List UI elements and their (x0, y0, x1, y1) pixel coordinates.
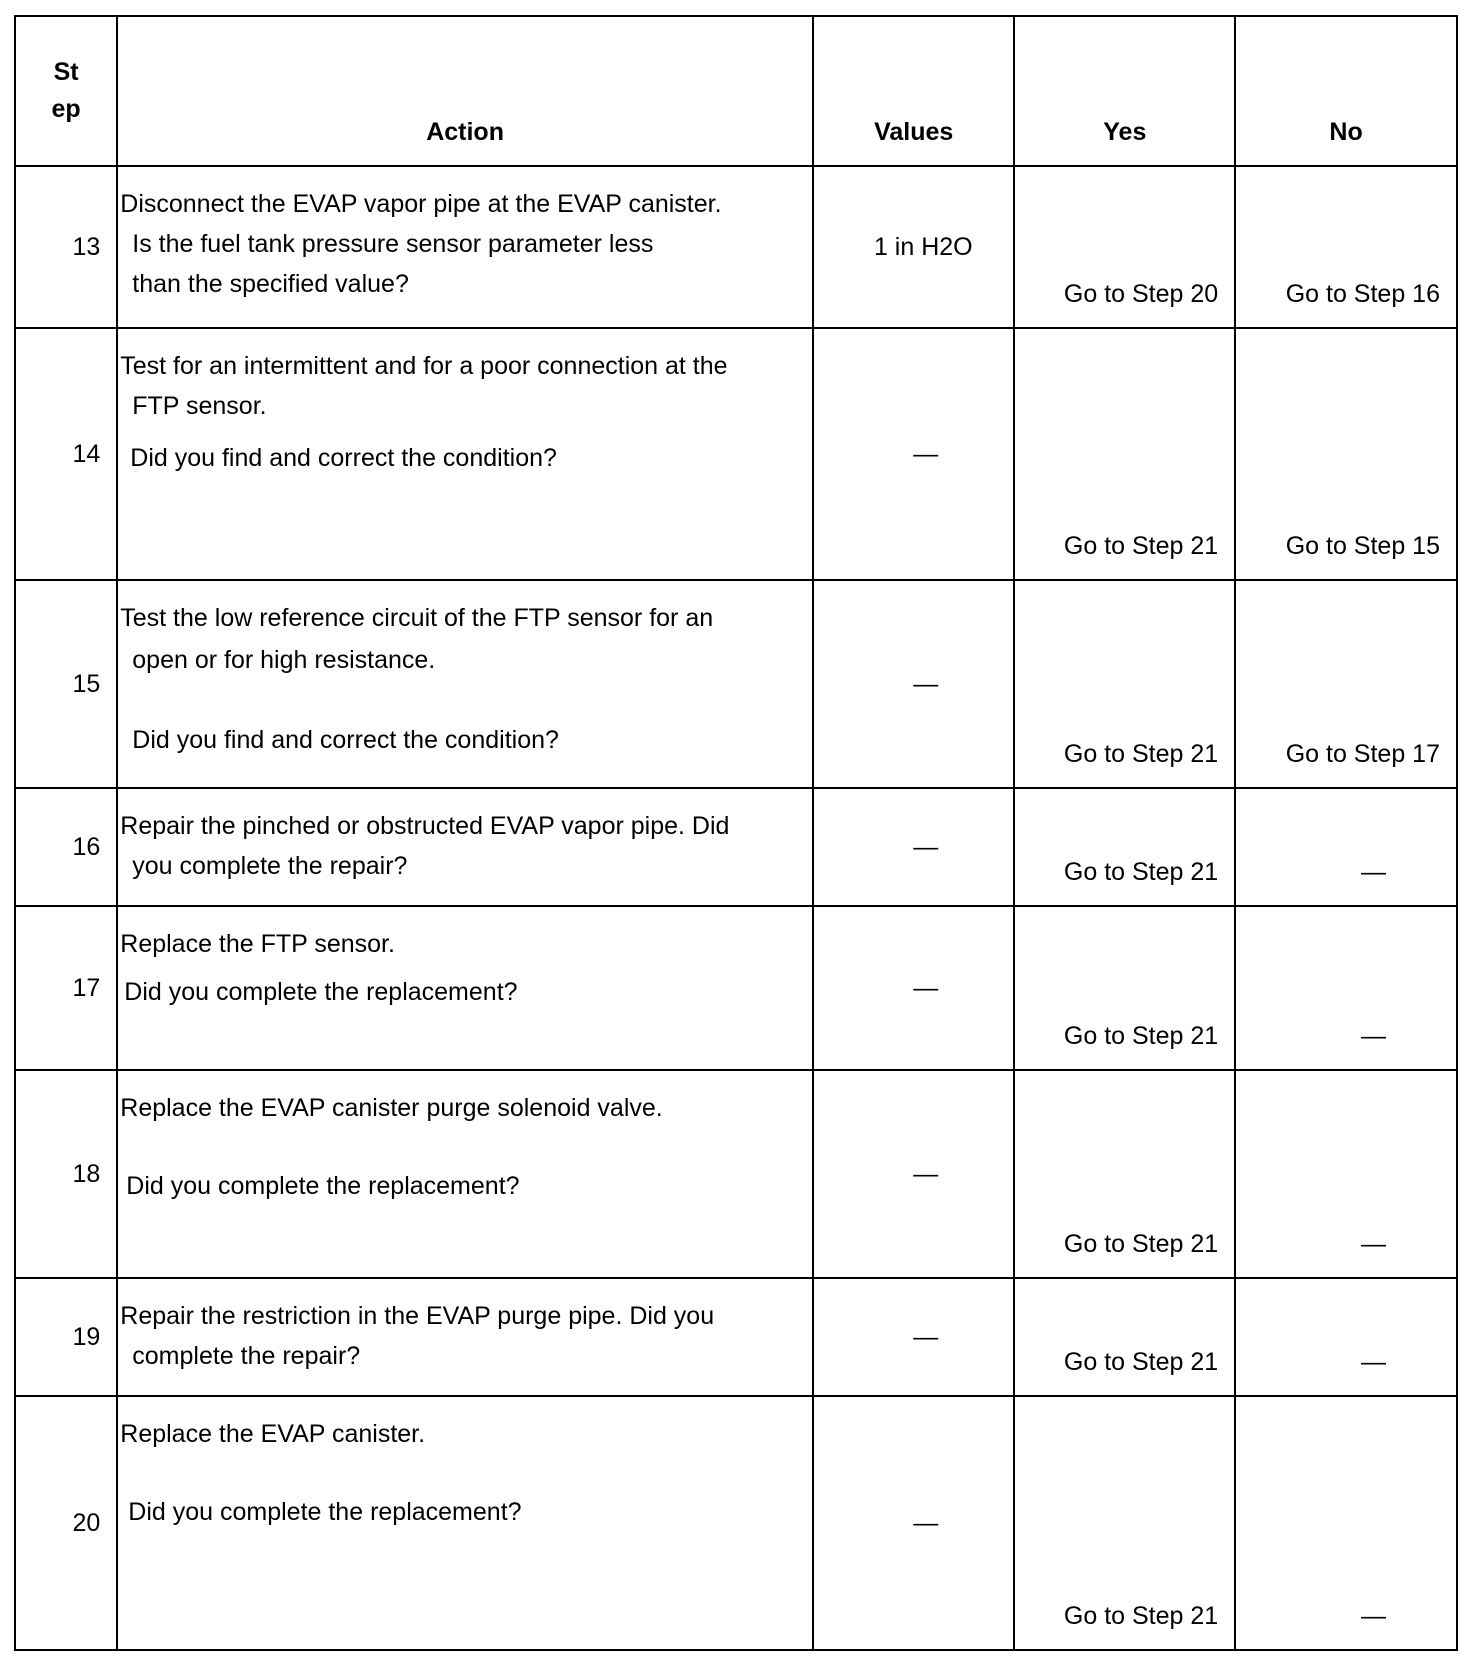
action-question: Did you find and correct the condition? (132, 726, 559, 754)
action-text: Repair the pinched or obstructed EVAP vapor pipe. Did (120, 812, 730, 840)
table-row (15, 906, 1457, 1070)
table-row (15, 166, 1457, 328)
table-row (15, 1070, 1457, 1278)
yes-link[interactable]: Go to Step 21 (1014, 1278, 1235, 1396)
no-value: — (1235, 1396, 1457, 1650)
value-cell: — (813, 1070, 1015, 1278)
action-text: Disconnect the EVAP vapor pipe at the EVAP canister. (120, 190, 722, 218)
table-row (15, 1278, 1457, 1396)
header-step (15, 16, 117, 166)
action-text: complete the repair? (132, 1342, 361, 1370)
yes-link[interactable]: Go to Step 21 (1014, 788, 1235, 906)
yes-link[interactable]: Go to Step 20 (1014, 166, 1235, 328)
action-question: Did you complete the replacement? (128, 1498, 522, 1526)
header-step-line2: ep (51, 95, 81, 123)
table-row (15, 788, 1457, 906)
action-text: Replace the EVAP canister purge solenoid valve. (120, 1094, 663, 1122)
header-yes: Yes (1014, 16, 1235, 166)
value-cell: — (813, 1396, 1015, 1650)
step-number: 19 (15, 1278, 117, 1396)
yes-link[interactable]: Go to Step 21 (1014, 328, 1235, 580)
step-number: 16 (15, 788, 117, 906)
header-values: Values (813, 16, 1015, 166)
action-text: open or for high resistance. (132, 646, 436, 674)
action-cell (117, 1278, 813, 1396)
no-value: — (1235, 1070, 1457, 1278)
diagnostic-table (14, 15, 1458, 1651)
header-no: No (1235, 16, 1457, 166)
yes-link[interactable]: Go to Step 21 (1014, 1396, 1235, 1650)
action-text: you complete the repair? (132, 852, 408, 880)
step-number: 17 (15, 906, 117, 1070)
no-link[interactable]: Go to Step 17 (1235, 580, 1457, 788)
action-text: Is the fuel tank pressure sensor parameter less (132, 230, 654, 258)
action-cell (117, 166, 813, 328)
value-cell: — (813, 580, 1015, 788)
action-question: Did you find and correct the condition? (130, 444, 557, 472)
action-cell (117, 1396, 813, 1650)
action-text: Replace the EVAP canister. (120, 1420, 426, 1448)
no-value: — (1235, 1278, 1457, 1396)
step-number: 13 (15, 166, 117, 328)
action-cell (117, 1070, 813, 1278)
header-row (15, 16, 1457, 166)
step-number: 14 (15, 328, 117, 580)
yes-link[interactable]: Go to Step 21 (1014, 1070, 1235, 1278)
yes-link[interactable]: Go to Step 21 (1014, 580, 1235, 788)
no-link[interactable]: Go to Step 16 (1235, 166, 1457, 328)
action-text: FTP sensor. (132, 392, 267, 420)
value-cell: — (813, 328, 1015, 580)
no-value: — (1235, 788, 1457, 906)
table-row (15, 328, 1457, 580)
action-question: Did you complete the replacement? (124, 978, 518, 1006)
step-number: 18 (15, 1070, 117, 1278)
action-text: Test for an intermittent and for a poor connection at the (120, 352, 728, 380)
action-text: Replace the FTP sensor. (120, 930, 395, 958)
value-cell: — (813, 906, 1015, 1070)
header-action: Action (117, 16, 813, 166)
value-cell: 1 in H2O (813, 166, 1015, 328)
action-cell (117, 788, 813, 906)
step-number: 20 (15, 1396, 117, 1650)
action-text: than the specified value? (132, 270, 409, 298)
action-text: Test the low reference circuit of the FTP sensor for an (120, 604, 714, 632)
value-cell: — (813, 1278, 1015, 1396)
value-cell: — (813, 788, 1015, 906)
action-text: Repair the restriction in the EVAP purge pipe. Did you (120, 1302, 715, 1330)
step-number: 15 (15, 580, 117, 788)
table-row (15, 580, 1457, 788)
action-cell (117, 328, 813, 580)
no-value: — (1235, 906, 1457, 1070)
action-question: Did you complete the replacement? (126, 1172, 520, 1200)
action-cell (117, 580, 813, 788)
header-step-line1: St (53, 57, 79, 86)
action-cell (117, 906, 813, 1070)
no-link[interactable]: Go to Step 15 (1235, 328, 1457, 580)
yes-link[interactable]: Go to Step 21 (1014, 906, 1235, 1070)
table-row (15, 1396, 1457, 1650)
